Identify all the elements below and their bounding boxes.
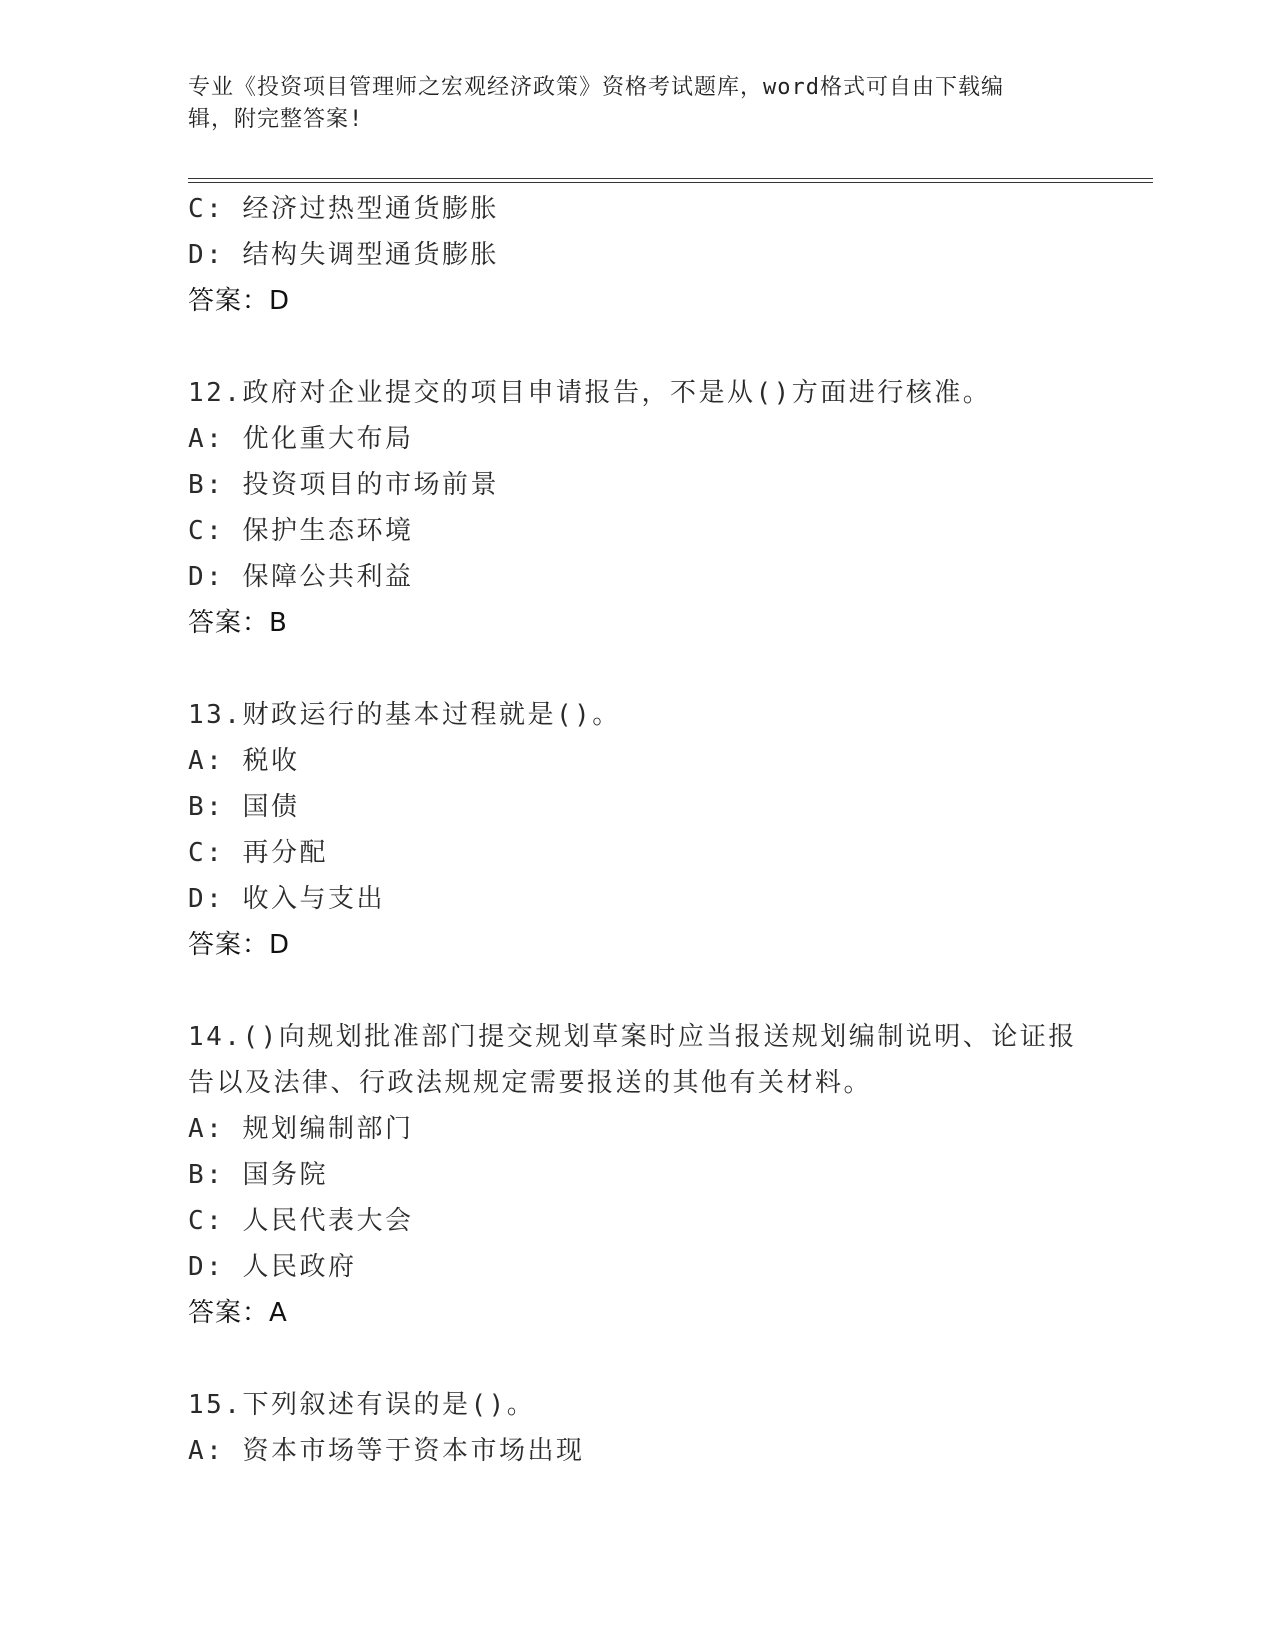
answer: 答案：B [188,608,288,638]
option-d: D: 人民政府 [188,1252,357,1282]
answer: 答案：A [188,1298,288,1328]
option-a: A: 优化重大布局 [188,424,414,454]
spacer [188,1336,1088,1382]
option-a: A: 税收 [188,746,300,776]
option-d: D: 保障公共利益 [188,562,414,592]
document-header [188,72,1068,136]
question-text: 13.财政运行的基本过程就是()。 [188,700,621,730]
answer: 答案：D [188,286,291,316]
option-c: C: 保护生态环境 [188,516,414,546]
option-b: B: 国债 [188,792,300,822]
option-c: C: 人民代表大会 [188,1206,414,1236]
option-d: D: 结构失调型通货膨胀 [188,240,499,270]
question-14 [188,1014,1088,1336]
header-divider-bottom [188,182,1153,183]
question-11-continuation [188,186,1088,324]
spacer [188,324,1088,370]
header-divider-top [188,178,1153,179]
question-15 [188,1382,1088,1474]
question-text: 12.政府对企业提交的项目申请报告，不是从()方面进行核准。 [188,378,992,408]
option-a: A: 资本市场等于资本市场出现 [188,1436,585,1466]
option-d: D: 收入与支出 [188,884,385,914]
spacer [188,646,1088,692]
question-text-line-2: 告以及法律、行政法规规定需要报送的其他有关材料。 [188,1068,873,1098]
spacer [188,968,1088,1014]
question-text-line-1: 14.()向规划批准部门提交规划草案时应当报送规划编制说明、论证报 [188,1022,1077,1052]
question-13 [188,692,1088,968]
answer: 答案：D [188,930,291,960]
option-c: C: 经济过热型通货膨胀 [188,194,499,224]
header-line-2: 辑，附完整答案! [188,107,364,132]
question-text: 15.下列叙述有误的是()。 [188,1390,536,1420]
option-b: B: 国务院 [188,1160,328,1190]
option-b: B: 投资项目的市场前景 [188,470,499,500]
question-12 [188,370,1088,646]
question-list [188,186,1088,1474]
option-a: A: 规划编制部门 [188,1114,414,1144]
option-c: C: 再分配 [188,838,328,868]
header-line-1: 专业《投资项目管理师之宏观经济政策》资格考试题库，word格式可自由下载编 [188,75,1004,100]
